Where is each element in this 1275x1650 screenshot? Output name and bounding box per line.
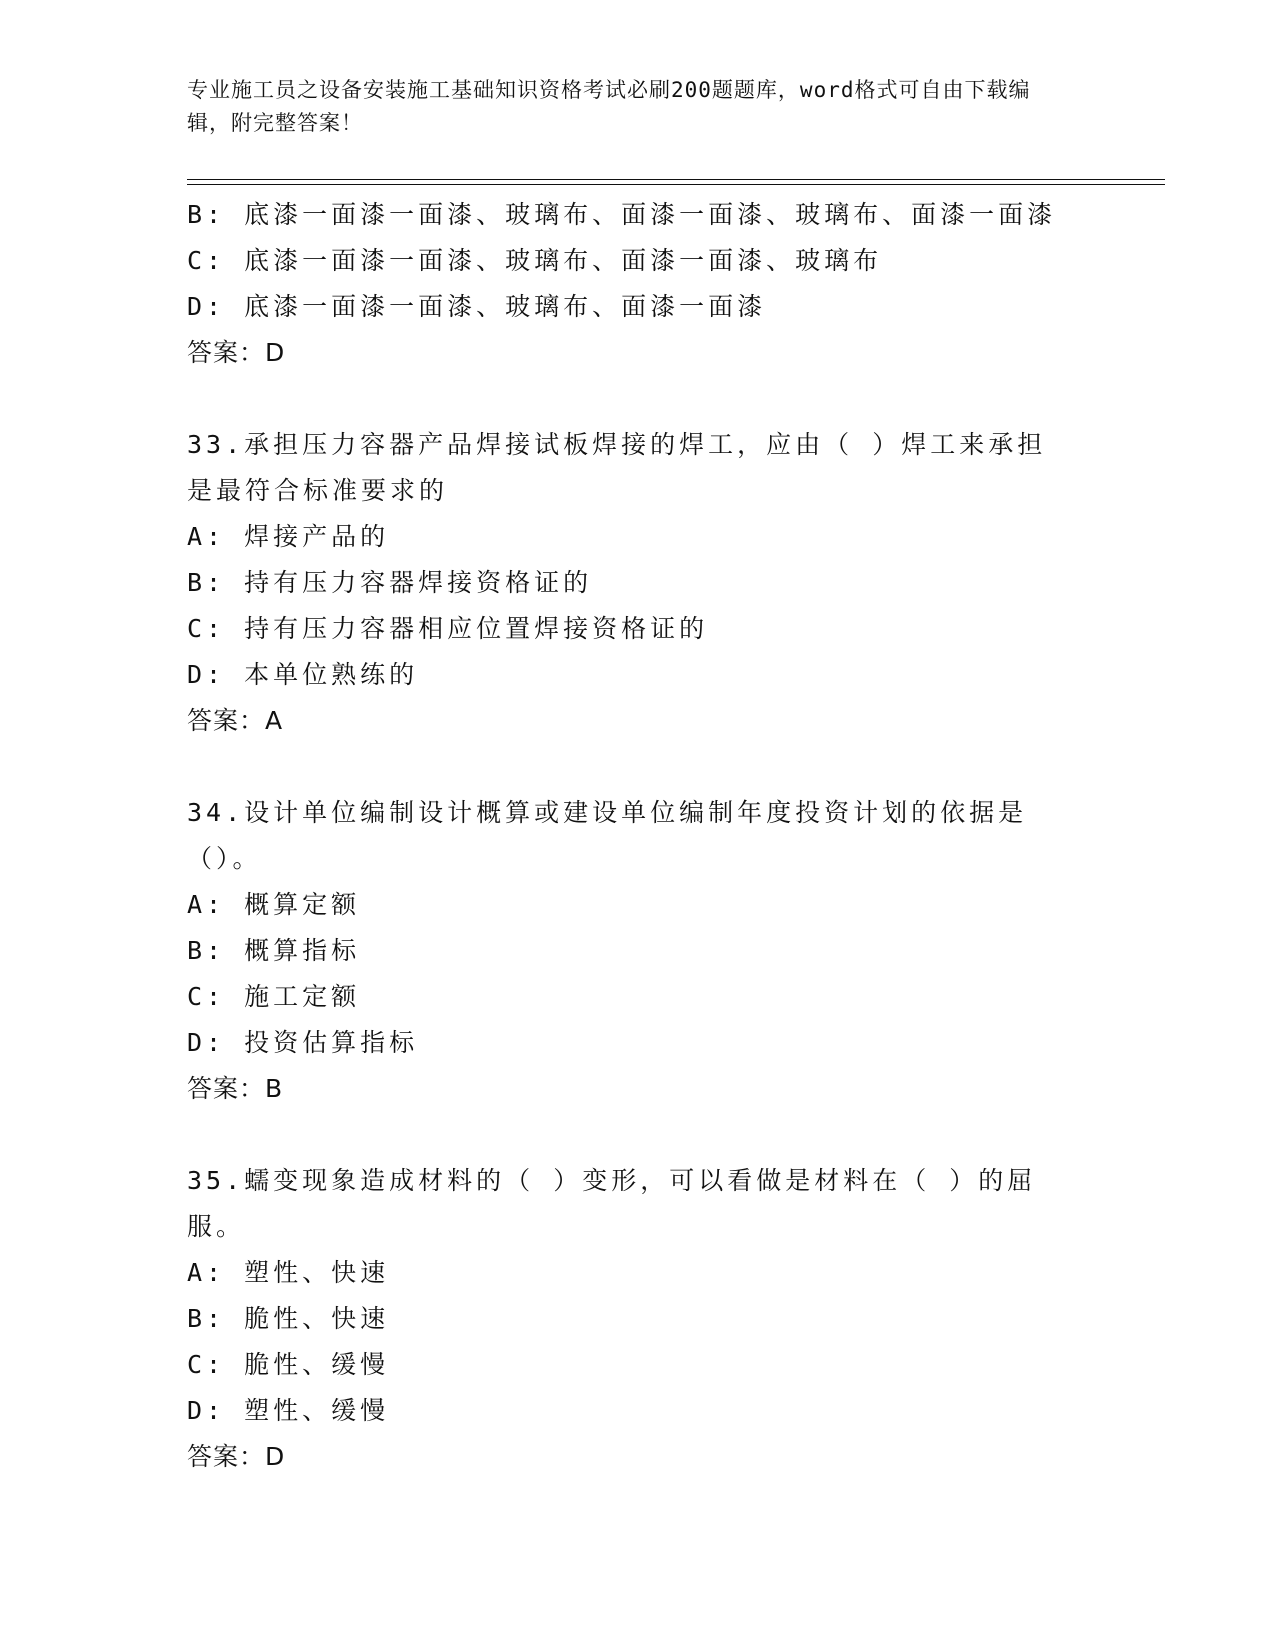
answer-line: 答案：B xyxy=(187,1074,284,1103)
question-35 xyxy=(187,1158,1087,1480)
option-d: D: 底漆一面漆一面漆、玻璃布、面漆一面漆 xyxy=(187,292,767,321)
answer-line: 答案：D xyxy=(187,1442,286,1471)
option-b: B: 持有压力容器焊接资格证的 xyxy=(187,568,593,597)
option-a: A: 概算定额 xyxy=(187,890,361,919)
question-33 xyxy=(187,422,1087,744)
spacer xyxy=(187,744,1087,790)
option-d: D: 投资估算指标 xyxy=(187,1028,419,1057)
option-b: B: 脆性、快速 xyxy=(187,1304,390,1333)
option-a: A: 焊接产品的 xyxy=(187,522,390,551)
option-a: A: 塑性、快速 xyxy=(187,1258,390,1287)
option-c: C: 脆性、缓慢 xyxy=(187,1350,390,1379)
option-c: C: 施工定额 xyxy=(187,982,361,1011)
option-d: D: 塑性、缓慢 xyxy=(187,1396,390,1425)
question-list xyxy=(187,192,1087,1480)
spacer xyxy=(187,376,1087,422)
answer-line: 答案：D xyxy=(187,338,286,367)
answer-line: 答案：A xyxy=(187,706,284,735)
question-carryover xyxy=(187,192,1087,376)
document-header: 专业施工员之设备安装施工基础知识资格考试必刷200题题库，word格式可自由下载编辑，附完整答案！ xyxy=(187,78,1031,135)
header-rule-bottom xyxy=(187,184,1165,185)
spacer xyxy=(187,1112,1087,1158)
question-text: 34.设计单位编制设计概算或建设单位编制年度投资计划的依据是（）。 xyxy=(187,798,1028,873)
option-c: C: 持有压力容器相应位置焊接资格证的 xyxy=(187,614,709,643)
question-text: 33.承担压力容器产品焊接试板焊接的焊工，应由（ ）焊工来承担是最符合标准要求的 xyxy=(187,430,1047,505)
option-b: B: 概算指标 xyxy=(187,936,361,965)
option-b: B: 底漆一面漆一面漆、玻璃布、面漆一面漆、玻璃布、面漆一面漆 xyxy=(187,200,1057,229)
option-d: D: 本单位熟练的 xyxy=(187,660,419,689)
question-34 xyxy=(187,790,1087,1112)
question-text: 35.蠕变现象造成材料的（ ）变形，可以看做是材料在（ ）的屈服。 xyxy=(187,1166,1037,1241)
option-c: C: 底漆一面漆一面漆、玻璃布、面漆一面漆、玻璃布 xyxy=(187,246,883,275)
header-rule-top xyxy=(187,179,1165,180)
